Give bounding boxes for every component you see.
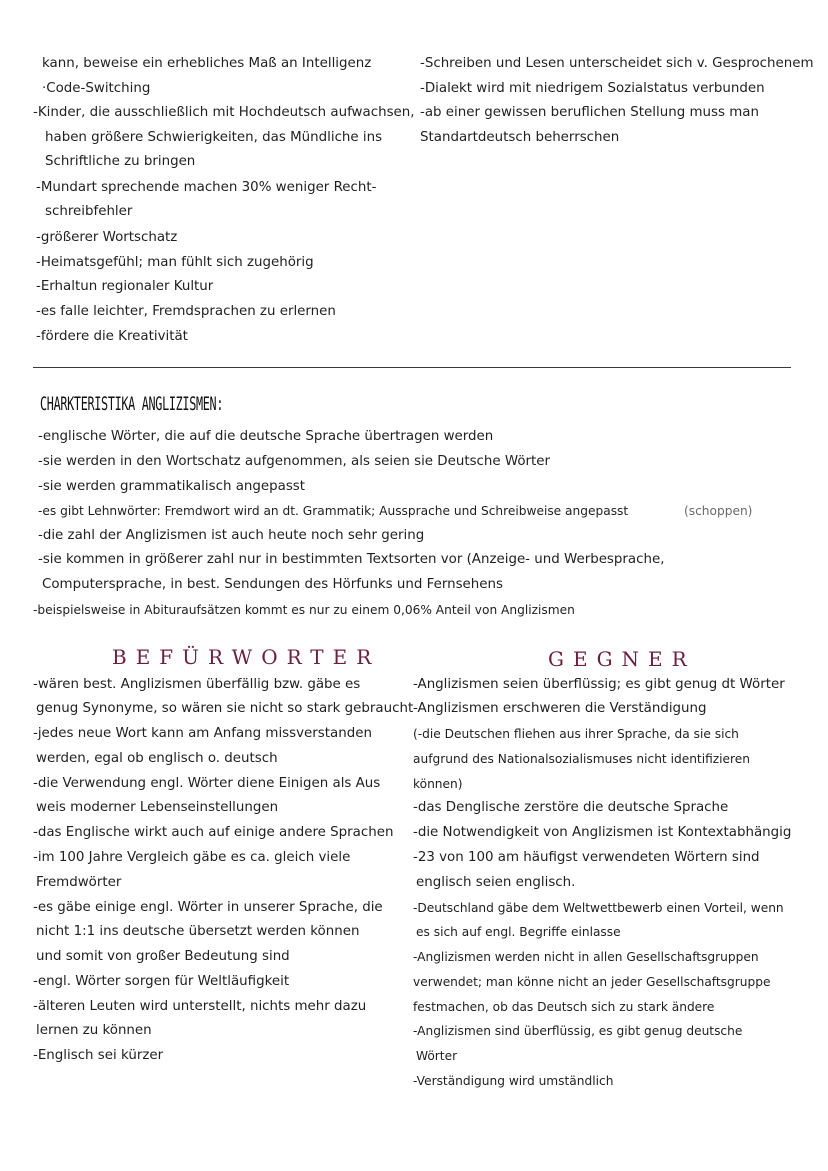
list-item: -im 100 Jahre Vergleich gäbe es ca. gleich viele bbox=[33, 850, 351, 865]
list-item: genug Synonyme, so wären sie nicht so stark gebraucht bbox=[36, 701, 414, 716]
list-item: Wörter bbox=[416, 1049, 458, 1063]
list-item: englisch seien englisch. bbox=[416, 875, 576, 890]
list-item: -Anglizismen erschweren die Verständigung bbox=[413, 701, 707, 716]
list-item: werden, egal ob englisch o. deutsch bbox=[36, 751, 278, 766]
list-item: -wären best. Anglizismen überfällig bzw. gäbe es bbox=[33, 677, 361, 692]
list-item: aufgrund des Nationalsozialismuses nicht identifizieren bbox=[413, 752, 751, 766]
note-line: haben größere Schwierigkeiten, das Mündliche ins bbox=[45, 130, 383, 145]
note-line: -Dialekt wird mit niedrigem Sozialstatus verbunden bbox=[420, 81, 765, 96]
note-line: -Kinder, die ausschließlich mit Hochdeutsch aufwachsen, bbox=[33, 105, 415, 120]
list-item: -es gibt Lehnwörter: Fremdwort wird an dt. Grammatik; Aussprache und Schreibweise angepasst bbox=[38, 504, 629, 518]
gegner-title: GEGNER bbox=[548, 647, 696, 671]
note-line: Schriftliche zu bringen bbox=[45, 154, 196, 169]
example-note: (schoppen) bbox=[684, 504, 753, 518]
list-item: -die zahl der Anglizismen ist auch heute noch sehr gering bbox=[38, 528, 425, 543]
list-item: -Anglizismen seien überflüssig; es gibt genug dt Wörter bbox=[413, 677, 785, 692]
list-item: verwendet; man könne nicht an jeder Gesellschaftsgruppe bbox=[413, 975, 771, 989]
list-item: (-die Deutschen fliehen aus ihrer Sprache, da sie sich bbox=[413, 727, 739, 741]
list-item: -jedes neue Wort kann am Anfang missverstanden bbox=[33, 726, 372, 741]
note-line: -Schreiben und Lesen unterscheidet sich v. Gesprochenem bbox=[420, 56, 814, 71]
list-item: nicht 1:1 ins deutsche übersetzt werden können bbox=[36, 924, 360, 939]
list-item: -englische Wörter, die auf die deutsche Sprache übertragen werden bbox=[38, 429, 494, 444]
note-line: Standartdeutsch beherrschen bbox=[420, 130, 620, 145]
list-item: festmachen, ob das Deutsch sich zu stark ändere bbox=[413, 1000, 715, 1014]
list-item: -Anglizismen sind überflüssig, es gibt genug deutsche bbox=[413, 1024, 743, 1038]
section-divider bbox=[33, 367, 791, 368]
list-item: -sie werden in den Wortschatz aufgenommen, als seien sie Deutsche Wörter bbox=[38, 454, 551, 469]
list-item: -beispielsweise in Abituraufsätzen kommt es nur zu einem 0,06% Anteil von Anglizismen bbox=[33, 603, 575, 617]
list-item: -Anglizismen werden nicht in allen Gesellschaftsgruppen bbox=[413, 950, 759, 964]
list-item: -engl. Wörter sorgen für Weltläufigkeit bbox=[33, 974, 290, 989]
note-line: -Heimatsgefühl; man fühlt sich zugehörig bbox=[36, 255, 314, 270]
list-item: können) bbox=[413, 777, 463, 791]
list-item: -Englisch sei kürzer bbox=[33, 1048, 164, 1063]
section-heading: CHARKTERISTIKA ANGLIZISMEN: bbox=[40, 393, 224, 415]
note-line: -Erhaltun regionaler Kultur bbox=[36, 279, 214, 294]
list-item: -älteren Leuten wird unterstellt, nichts mehr dazu bbox=[33, 999, 367, 1014]
list-item: -Deutschland gäbe dem Weltwettbewerb einen Vorteil, wenn bbox=[413, 901, 784, 915]
list-item: -sie werden grammatikalisch angepasst bbox=[38, 479, 306, 494]
list-item: -die Notwendigkeit von Anglizismen ist Kontextabhängig bbox=[413, 825, 792, 840]
note-line: kann, beweise ein erhebliches Maß an Intelligenz bbox=[42, 56, 372, 71]
note-line: -größerer Wortschatz bbox=[36, 230, 178, 245]
list-item: -sie kommen in größerer zahl nur in bestimmten Textsorten vor (Anzeige- und Werbesprache, bbox=[38, 552, 665, 567]
befuerworter-title: BEFÜRWORTER bbox=[112, 645, 381, 669]
list-item: und somit von großer Bedeutung sind bbox=[36, 949, 290, 964]
note-line: schreibfehler bbox=[45, 204, 133, 219]
list-item: -Verständigung wird umständlich bbox=[413, 1074, 614, 1088]
list-item: weis moderner Lebenseinstellungen bbox=[36, 800, 279, 815]
list-item: Fremdwörter bbox=[36, 875, 122, 890]
note-line: -Mundart sprechende machen 30% weniger Recht- bbox=[36, 180, 377, 195]
list-item: Computersprache, in best. Sendungen des Hörfunks und Fernsehens bbox=[42, 577, 503, 592]
list-item: -das Englische wirkt auch auf einige andere Sprachen bbox=[33, 825, 394, 840]
note-line: -es falle leichter, Fremdsprachen zu erlernen bbox=[36, 304, 336, 319]
list-item: -das Denglische zerstöre die deutsche Sprache bbox=[413, 800, 729, 815]
note-line: -ab einer gewissen beruflichen Stellung muss man bbox=[420, 105, 759, 120]
list-item: -es gäbe einige engl. Wörter in unserer Sprache, die bbox=[33, 900, 383, 915]
list-item: -23 von 100 am häufigst verwendeten Wörtern sind bbox=[413, 850, 760, 865]
list-item: -die Verwendung engl. Wörter diene Einigen als Aus bbox=[33, 776, 381, 791]
note-line: ·Code-Switching bbox=[42, 81, 151, 96]
note-line: -fördere die Kreativität bbox=[36, 329, 188, 344]
list-item: lernen zu können bbox=[36, 1023, 152, 1038]
list-item: es sich auf engl. Begriffe einlasse bbox=[416, 925, 621, 939]
